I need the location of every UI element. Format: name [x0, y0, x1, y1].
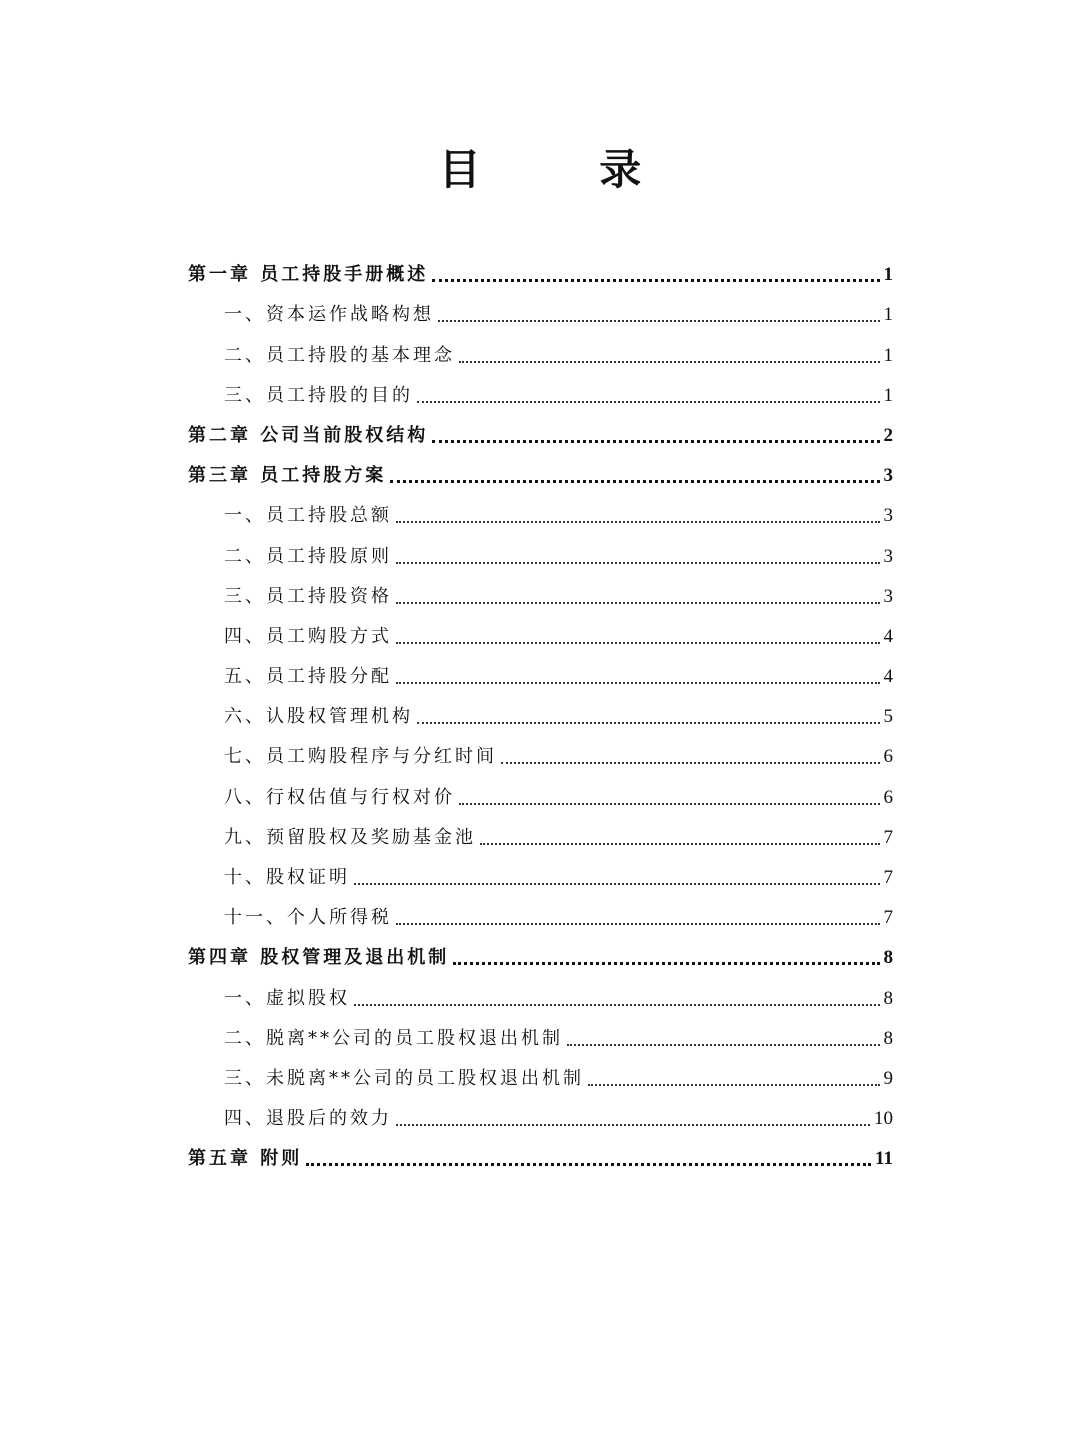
toc-entry-label: 第二章 公司当前股权结构: [188, 424, 429, 446]
toc-page-number: 3: [883, 545, 893, 567]
toc-page-number: 3: [883, 505, 893, 527]
toc-entry-label: 五、员工持股分配: [224, 666, 392, 688]
toc-page-number: 8: [883, 1027, 893, 1049]
toc-dot-leader: [459, 361, 880, 363]
toc-entry-label: 四、退股后的效力: [224, 1108, 392, 1130]
toc-page-number: 3: [883, 585, 893, 607]
toc-page-number: 10: [874, 1108, 893, 1130]
toc-dot-leader: [354, 1004, 880, 1006]
toc-dot-leader: [396, 562, 880, 564]
toc-dot-leader: [417, 401, 880, 403]
toc-section-entry[interactable]: [188, 654, 893, 694]
toc-section-entry[interactable]: [188, 734, 893, 774]
toc-page-number: 7: [883, 826, 893, 848]
toc-section-entry[interactable]: [188, 332, 893, 372]
toc-entry-label: 三、员工持股的目的: [224, 384, 413, 406]
toc-dot-leader: [396, 521, 880, 523]
table-of-contents: [188, 252, 893, 1176]
toc-dot-leader: [417, 722, 880, 724]
toc-dot-leader: [567, 1044, 880, 1046]
toc-dot-leader: [396, 642, 880, 644]
toc-entry-label: 八、行权估值与行权对价: [224, 786, 455, 808]
toc-dot-leader: [588, 1084, 880, 1086]
toc-dot-leader: [480, 843, 880, 845]
toc-dot-leader: [453, 962, 879, 965]
toc-page-number: 1: [883, 264, 893, 286]
toc-section-entry[interactable]: [188, 373, 893, 413]
toc-entry-label: 六、认股权管理机构: [224, 706, 413, 728]
toc-page-number: 6: [883, 746, 893, 768]
toc-page-number: 1: [883, 304, 893, 326]
toc-entry-label: 一、员工持股总额: [224, 505, 392, 527]
toc-page-number: 9: [883, 1067, 893, 1089]
toc-chapter-entry[interactable]: [188, 252, 893, 292]
toc-entry-label: 七、员工购股程序与分红时间: [224, 746, 497, 768]
toc-page-number: 4: [883, 666, 893, 688]
toc-dot-leader: [354, 883, 880, 885]
toc-dot-leader: [438, 320, 880, 322]
toc-entry-label: 第四章 股权管理及退出机制: [188, 947, 450, 969]
toc-page-number: 3: [883, 465, 893, 487]
toc-title: 目 录: [438, 145, 694, 194]
toc-section-entry[interactable]: [188, 774, 893, 814]
toc-section-entry[interactable]: [188, 493, 893, 533]
toc-dot-leader: [396, 602, 880, 604]
toc-section-entry[interactable]: [188, 1096, 893, 1136]
toc-page-number: 8: [883, 947, 893, 969]
toc-section-entry[interactable]: [188, 895, 893, 935]
toc-dot-leader: [432, 279, 879, 282]
toc-dot-leader: [396, 682, 880, 684]
toc-section-entry[interactable]: [188, 574, 893, 614]
toc-chapter-entry[interactable]: [188, 1136, 893, 1176]
toc-page-number: 4: [883, 625, 893, 647]
toc-entry-label: 二、员工持股原则: [224, 545, 392, 567]
toc-dot-leader: [390, 480, 879, 483]
toc-dot-leader: [306, 1163, 871, 1166]
toc-section-entry[interactable]: [188, 614, 893, 654]
toc-entry-label: 三、员工持股资格: [224, 585, 392, 607]
toc-entry-label: 一、资本运作战略构想: [224, 304, 434, 326]
toc-dot-leader: [501, 762, 880, 764]
toc-dot-leader: [459, 803, 880, 805]
toc-entry-label: 四、员工购股方式: [224, 625, 392, 647]
toc-section-entry[interactable]: [188, 1016, 893, 1056]
toc-entry-label: 第三章 员工持股方案: [188, 465, 387, 487]
toc-entry-label: 十一、个人所得税: [224, 907, 392, 929]
toc-section-entry[interactable]: [188, 815, 893, 855]
toc-entry-label: 十、股权证明: [224, 867, 350, 888]
toc-page-number: 5: [883, 706, 893, 728]
toc-dot-leader: [396, 923, 880, 925]
toc-page-number: 2: [883, 424, 893, 446]
toc-section-entry[interactable]: [188, 533, 893, 573]
toc-entry-label: 一、虚拟股权: [224, 987, 350, 1009]
toc-page-number: 7: [883, 867, 893, 888]
toc-section-entry[interactable]: [188, 694, 893, 734]
toc-section-entry[interactable]: [188, 975, 893, 1015]
toc-entry-label: 二、脱离**公司的员工股权退出机制: [224, 1027, 563, 1049]
toc-entry-label: 九、预留股权及奖励基金池: [224, 826, 476, 848]
toc-page-number: 11: [875, 1148, 893, 1170]
toc-page-number: 8: [883, 987, 893, 1009]
toc-page-number: 1: [883, 344, 893, 366]
toc-section-entry[interactable]: [188, 292, 893, 332]
toc-chapter-entry[interactable]: [188, 453, 893, 493]
toc-entry-label: 二、员工持股的基本理念: [224, 344, 455, 366]
toc-page-number: 6: [883, 786, 893, 808]
toc-entry-label: 三、未脱离**公司的员工股权退出机制: [224, 1067, 584, 1089]
toc-section-entry[interactable]: [188, 1056, 893, 1096]
toc-chapter-entry[interactable]: [188, 413, 893, 453]
toc-chapter-entry[interactable]: [188, 935, 893, 975]
toc-dot-leader: [432, 440, 879, 443]
toc-entry-label: 第五章 附则: [188, 1148, 303, 1170]
toc-entry-label: 第一章 员工持股手册概述: [188, 264, 429, 286]
toc-page-number: 7: [883, 907, 893, 929]
toc-section-entry[interactable]: [188, 855, 893, 895]
toc-dot-leader: [396, 1124, 870, 1126]
toc-page-number: 1: [883, 384, 893, 406]
